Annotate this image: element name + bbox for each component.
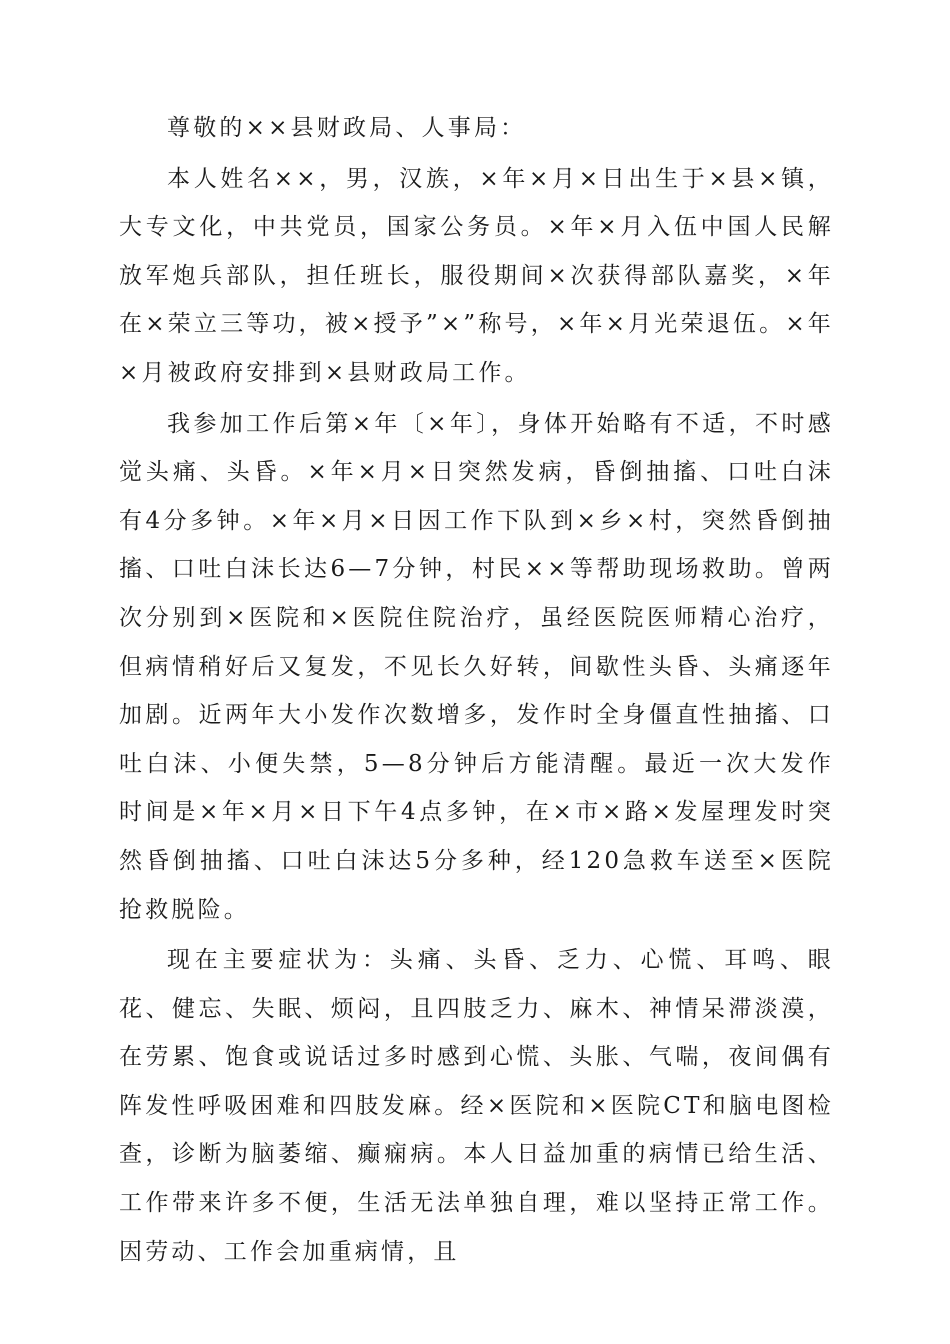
paragraph-illness-history: 我参加工作后第×年〔×年〕，身体开始略有不适，不时感觉头痛、头昏。×年×月×日突然发病，昏倒抽搐、口吐白沫有4分多钟。×年×月×日因工作下队到×乡×村，突然昏倒抽搐、口吐白沫长达6—7分钟，村民××等帮助现场救助。曾两次分别到×医院和×医院住院治疗，虽经医院医师精心治疗，但病情稍好后又复发，不见长久好转，间歇性头昏、头痛逐年加剧。近两年大小发作次数增多，发作时全身僵直性抽搐、口吐白沫、小便失禁，5—8分钟后方能清醒。最近一次大发作时间是×年×月×日下午4点多钟，在×市×路×发屋理发时突然昏倒抽搐、口吐白沫达5分多种，经120急救车送至×医院抢救脱险。 — [119, 410, 834, 923]
letter-body — [119, 104, 834, 1278]
paragraph-personal-background: 本人姓名××，男，汉族，×年×月×日出生于×县×镇，大专文化，中共党员，国家公务员。×年×月入伍中国人民解放军炮兵部队，担任班长，服役期间×次获得部队嘉奖，×年在×荣立三等功，被×授予”×”称号，×年×月光荣退伍。×年×月被政府安排到×县财政局工作。 — [119, 165, 834, 386]
paragraph-current-symptoms: 现在主要症状为：头痛、头昏、乏力、心慌、耳鸣、眼花、健忘、失眠、烦闷，且四肢乏力、麻木、神情呆滞淡漠，在劳累、饱食或说话过多时感到心慌、头胀、气喘，夜间偶有阵发性呼吸困难和四肢发麻。经×医院和×医院CT和脑电图检查，诊断为脑萎缩、癫痫病。本人日益加重的病情已给生活、工作带来许多不便，生活无法单独自理，难以坚持正常工作。因劳动、工作会加重病情，且 — [119, 947, 834, 1265]
salutation: 尊敬的××县财政局、人事局： — [167, 115, 527, 141]
